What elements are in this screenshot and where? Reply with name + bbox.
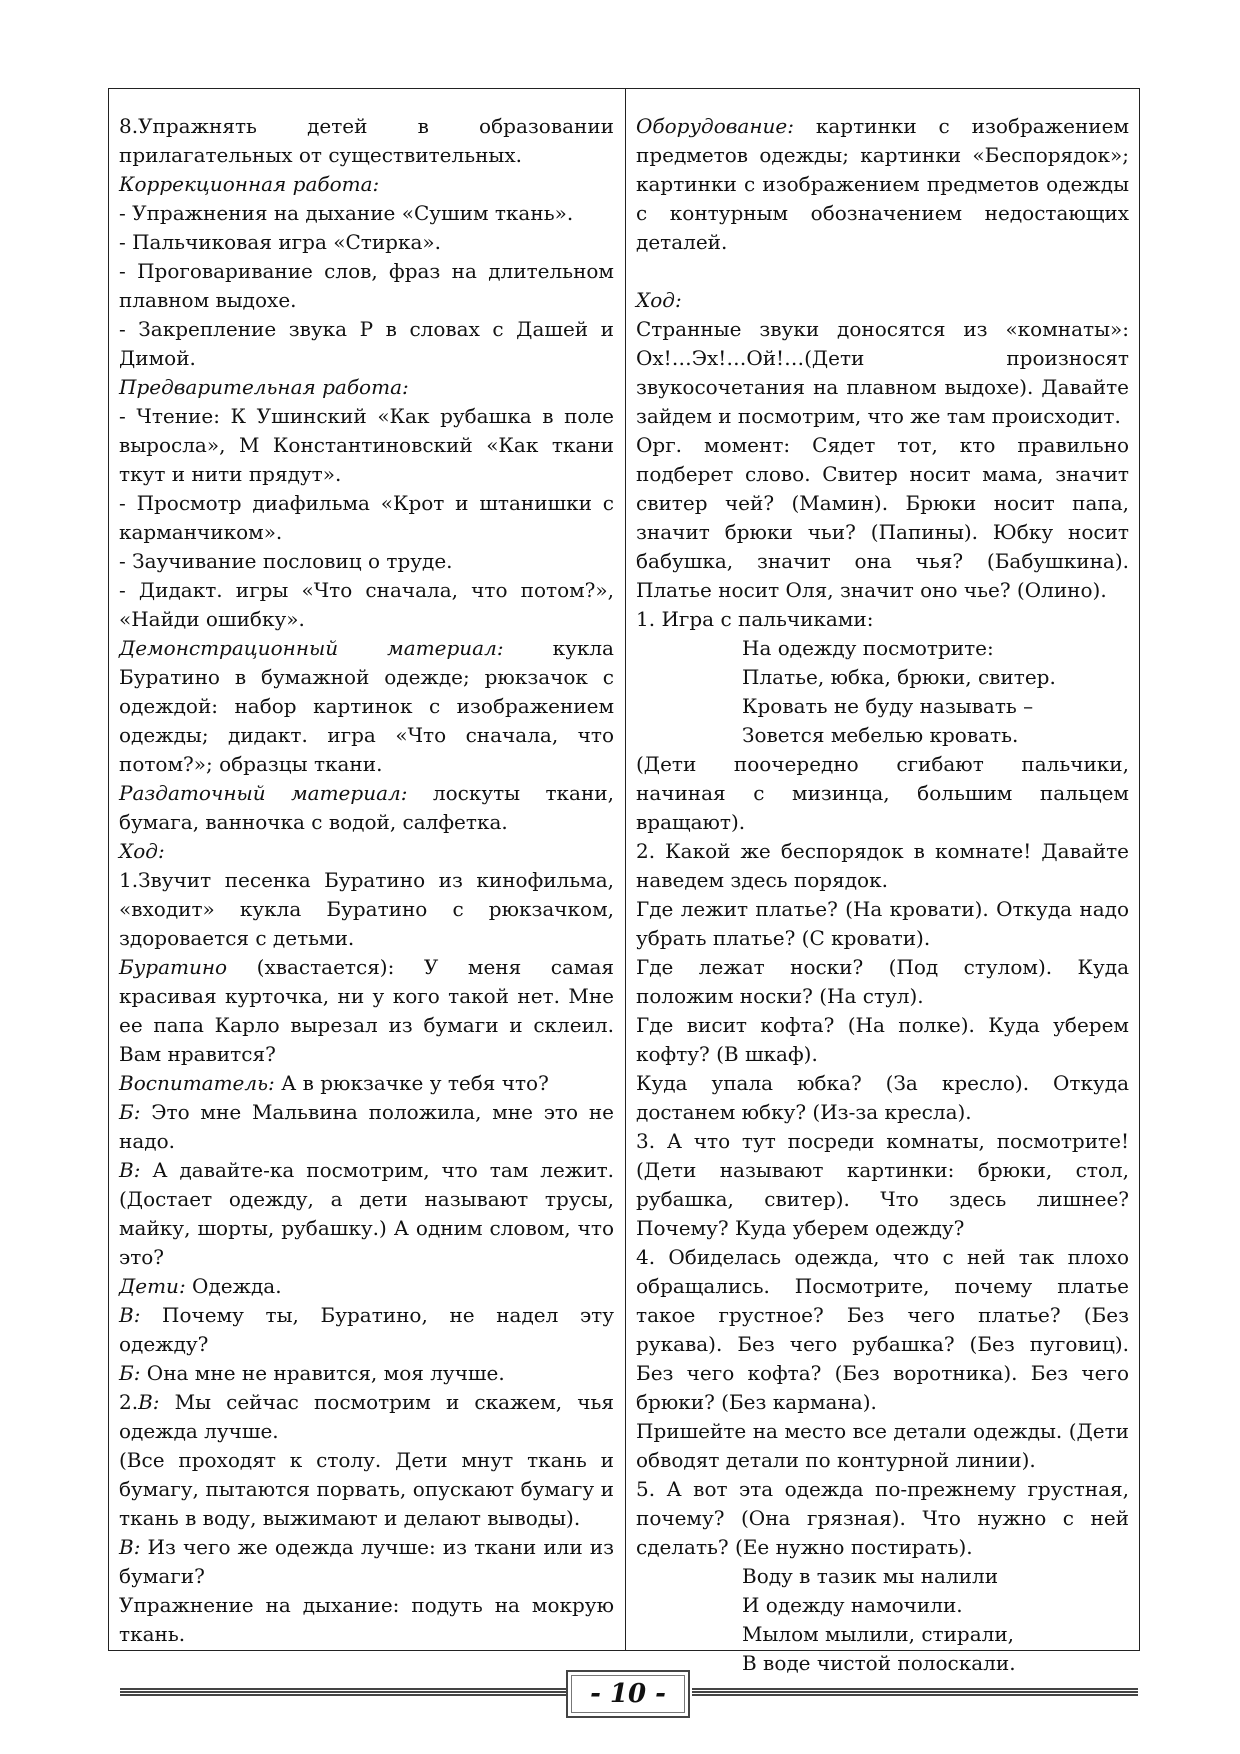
paragraph: Куда упала юбка? (За кресло). Откуда достанем юбку? (Из-за кресла). [636, 1071, 1129, 1124]
text: картинки с изображением предметов одежды; картинки «Беспорядок»; картинки с изображением предметов одежды с контурным обозначением недостающих деталей. [636, 114, 1129, 254]
step-number: 2. [119, 1390, 139, 1414]
section-heading: Предварительная работа: [119, 375, 409, 399]
text: А в рюкзачке у тебя что? [274, 1071, 549, 1095]
dialogue-line [119, 1272, 614, 1301]
speaker: В: [119, 1158, 141, 1182]
verse-line: В воде чистой полоскали. [742, 1651, 1016, 1675]
list-item: - Чтение: К Ушинский «Как рубашка в поле выросла», М Константиновский «Как ткани ткут и нити прядут». [119, 404, 614, 486]
section-heading: Ход: [636, 288, 682, 312]
paragraph: 8.Упражнять детей в образовании прилагательных от существительных. [119, 114, 614, 167]
list-item: - Заучивание пословиц о труде. [119, 549, 453, 573]
verse-line: Зовется мебелью кровать. [742, 723, 1019, 747]
dialogue-line [119, 1533, 614, 1591]
paragraph: 1.Звучит песенка Буратино из кинофильма, «входит» кукла Буратино с рюкзачком, здоровается с детьми. [119, 868, 614, 950]
paragraph: Где висит кофта? (На полке). Куда уберем кофту? (В шкаф). [636, 1013, 1129, 1066]
text: кукла Буратино в бумажной одежде; рюкзачок с одеждой: набор картинок с изображением одежды; дидакт. игра «Что сначала, что потом?»; образцы ткани. [119, 636, 614, 776]
speaker: В: [119, 1535, 141, 1559]
paragraph: 3. А что тут посреди комнаты, посмотрите! (Дети называют картинки: брюки, стол, рубашка, свитер). Что здесь лишнее? Почему? Куда уберем одежду? [636, 1129, 1129, 1240]
page-number-box [566, 1670, 690, 1718]
blank-line [636, 257, 1129, 286]
paragraph: Где лежит платье? (На кровати). Откуда надо убрать платье? (С кровати). [636, 897, 1129, 950]
dialogue-line [119, 1359, 614, 1388]
speaker: Воспитатель: [119, 1071, 275, 1095]
paragraph: (Дети поочередно сгибают пальчики, начиная с мизинца, большим пальцем вращают). [636, 752, 1129, 834]
paragraph [119, 779, 614, 837]
list-item: - Упражнения на дыхание «Сушим ткань». [119, 201, 574, 225]
paragraph: Орг. момент: Сядет тот, кто правильно подберет слово. Свитер носит мама, значит свитер чей? (Мамин). Брюки носит папа, значит брюки чьи? (Папины). Юбку носит бабушка, значит она чья? (Бабушкина). Платье носит Оля, значит оно чье? (Олино). [636, 433, 1129, 602]
label: Раздаточный материал: [119, 781, 408, 805]
left-column [119, 112, 614, 1649]
paragraph: Упражнение на дыхание: подуть на мокрую ткань. [119, 1593, 614, 1646]
dialogue-line [119, 1388, 614, 1446]
footer-rule-left [120, 1688, 568, 1696]
label: Оборудование: [636, 114, 794, 138]
list-item: - Закрепление звука Р в словах с Дашей и Димой. [119, 317, 614, 370]
text: Она мне не нравится, моя лучше. [140, 1361, 505, 1385]
paragraph: 2. Какой же беспорядок в комнате! Давайте наведем здесь порядок. [636, 839, 1129, 892]
verse-line: Платье, юбка, брюки, свитер. [742, 665, 1056, 689]
paragraph: Где лежат носки? (Под стулом). Куда положим носки? (На стул). [636, 955, 1129, 1008]
verse-line: Воду в тазик мы налили [742, 1564, 999, 1588]
verse-line: На одежду посмотрите: [742, 636, 994, 660]
speaker: В: [119, 1303, 141, 1327]
list-item: - Дидакт. игры «Что сначала, что потом?», «Найди ошибку». [119, 578, 614, 631]
text: (хвастается): У меня самая красивая курточка, ни у кого такой нет. Мне ее папа Карло вырезал из бумаги и склеил. Вам нравится? [119, 955, 614, 1066]
speaker: Буратино [119, 955, 228, 979]
speaker: Б: [119, 1361, 141, 1385]
dialogue-line [119, 1098, 614, 1156]
dialogue-line [119, 1069, 614, 1098]
list-item: - Просмотр диафильма «Крот и штанишки с карманчиком». [119, 491, 614, 544]
list-item: - Проговаривание слов, фраз на длительном плавном выдохе. [119, 259, 614, 312]
speaker: В: [138, 1390, 160, 1414]
speaker: Дети: [119, 1274, 186, 1298]
paragraph: 4. Обиделась одежда, что с ней так плохо обращались. Посмотрите, почему платье такое грустное? Без чего платье? (Без рукава). Без чего рубашка? (Без пуговиц). Без чего кофта? (Без воротника). Без чего брюки? (Без кармана). [636, 1245, 1129, 1414]
text: А давайте-ка посмотрим, что там лежит. (Достает одежду, а дети называют трусы, майку, шорты, рубашку.) А одним словом, что это? [119, 1158, 614, 1269]
list-item: - Пальчиковая игра «Стирка». [119, 230, 441, 254]
paragraph: Пришейте на место все детали одежды. (Дети обводят детали по контурной линии). [636, 1419, 1129, 1472]
section-heading: Ход: [119, 839, 165, 863]
paragraph: 1. Игра с пальчиками: [636, 607, 874, 631]
dialogue-line [119, 1156, 614, 1272]
text: Мы сейчас посмотрим и скажем, чья одежда лучше. [119, 1390, 614, 1443]
text: Это мне Мальвина положила, мне это не надо. [119, 1100, 614, 1153]
paragraph: 5. А вот эта одежда по-прежнему грустная, почему? (Она грязная). Что нужно с ней сделать? (Ее нужно постирать). [636, 1477, 1129, 1559]
dialogue-line [119, 953, 614, 1069]
text: Почему ты, Буратино, не надел эту одежду? [119, 1303, 614, 1356]
verse-line: И одежду намочили. [742, 1593, 963, 1617]
text: лоскуты ткани, бумага, ванночка с водой, салфетка. [119, 781, 614, 834]
paragraph: Странные звуки доносятся из «комнаты»: Ох!…Эх!…Ой!…(Дети произносят звукосочетания на плавном выдохе). Давайте зайдем и посмотрим, что же там происходит. [636, 317, 1129, 428]
footer-rule-right [692, 1688, 1138, 1696]
right-column [636, 112, 1129, 1678]
section-heading: Коррекционная работа: [119, 172, 380, 196]
verse-line: Мылом мылили, стирали, [742, 1622, 1015, 1646]
label: Демонстрационный материал: [119, 636, 504, 660]
page-number: - 10 - [571, 1675, 685, 1713]
dialogue-line [119, 1301, 614, 1359]
text: Из чего же одежда лучше: из ткани или из бумаги? [119, 1535, 614, 1588]
paragraph [119, 634, 614, 779]
column-divider [625, 88, 626, 1651]
verse-line: Кровать не буду называть – [742, 694, 1034, 718]
text: Одежда. [185, 1274, 282, 1298]
paragraph [636, 112, 1129, 257]
paragraph: (Все проходят к столу. Дети мнут ткань и бумагу, пытаются порвать, опускают бумагу и ткань в воду, выжимают и делают выводы). [119, 1448, 614, 1530]
speaker: Б: [119, 1100, 141, 1124]
